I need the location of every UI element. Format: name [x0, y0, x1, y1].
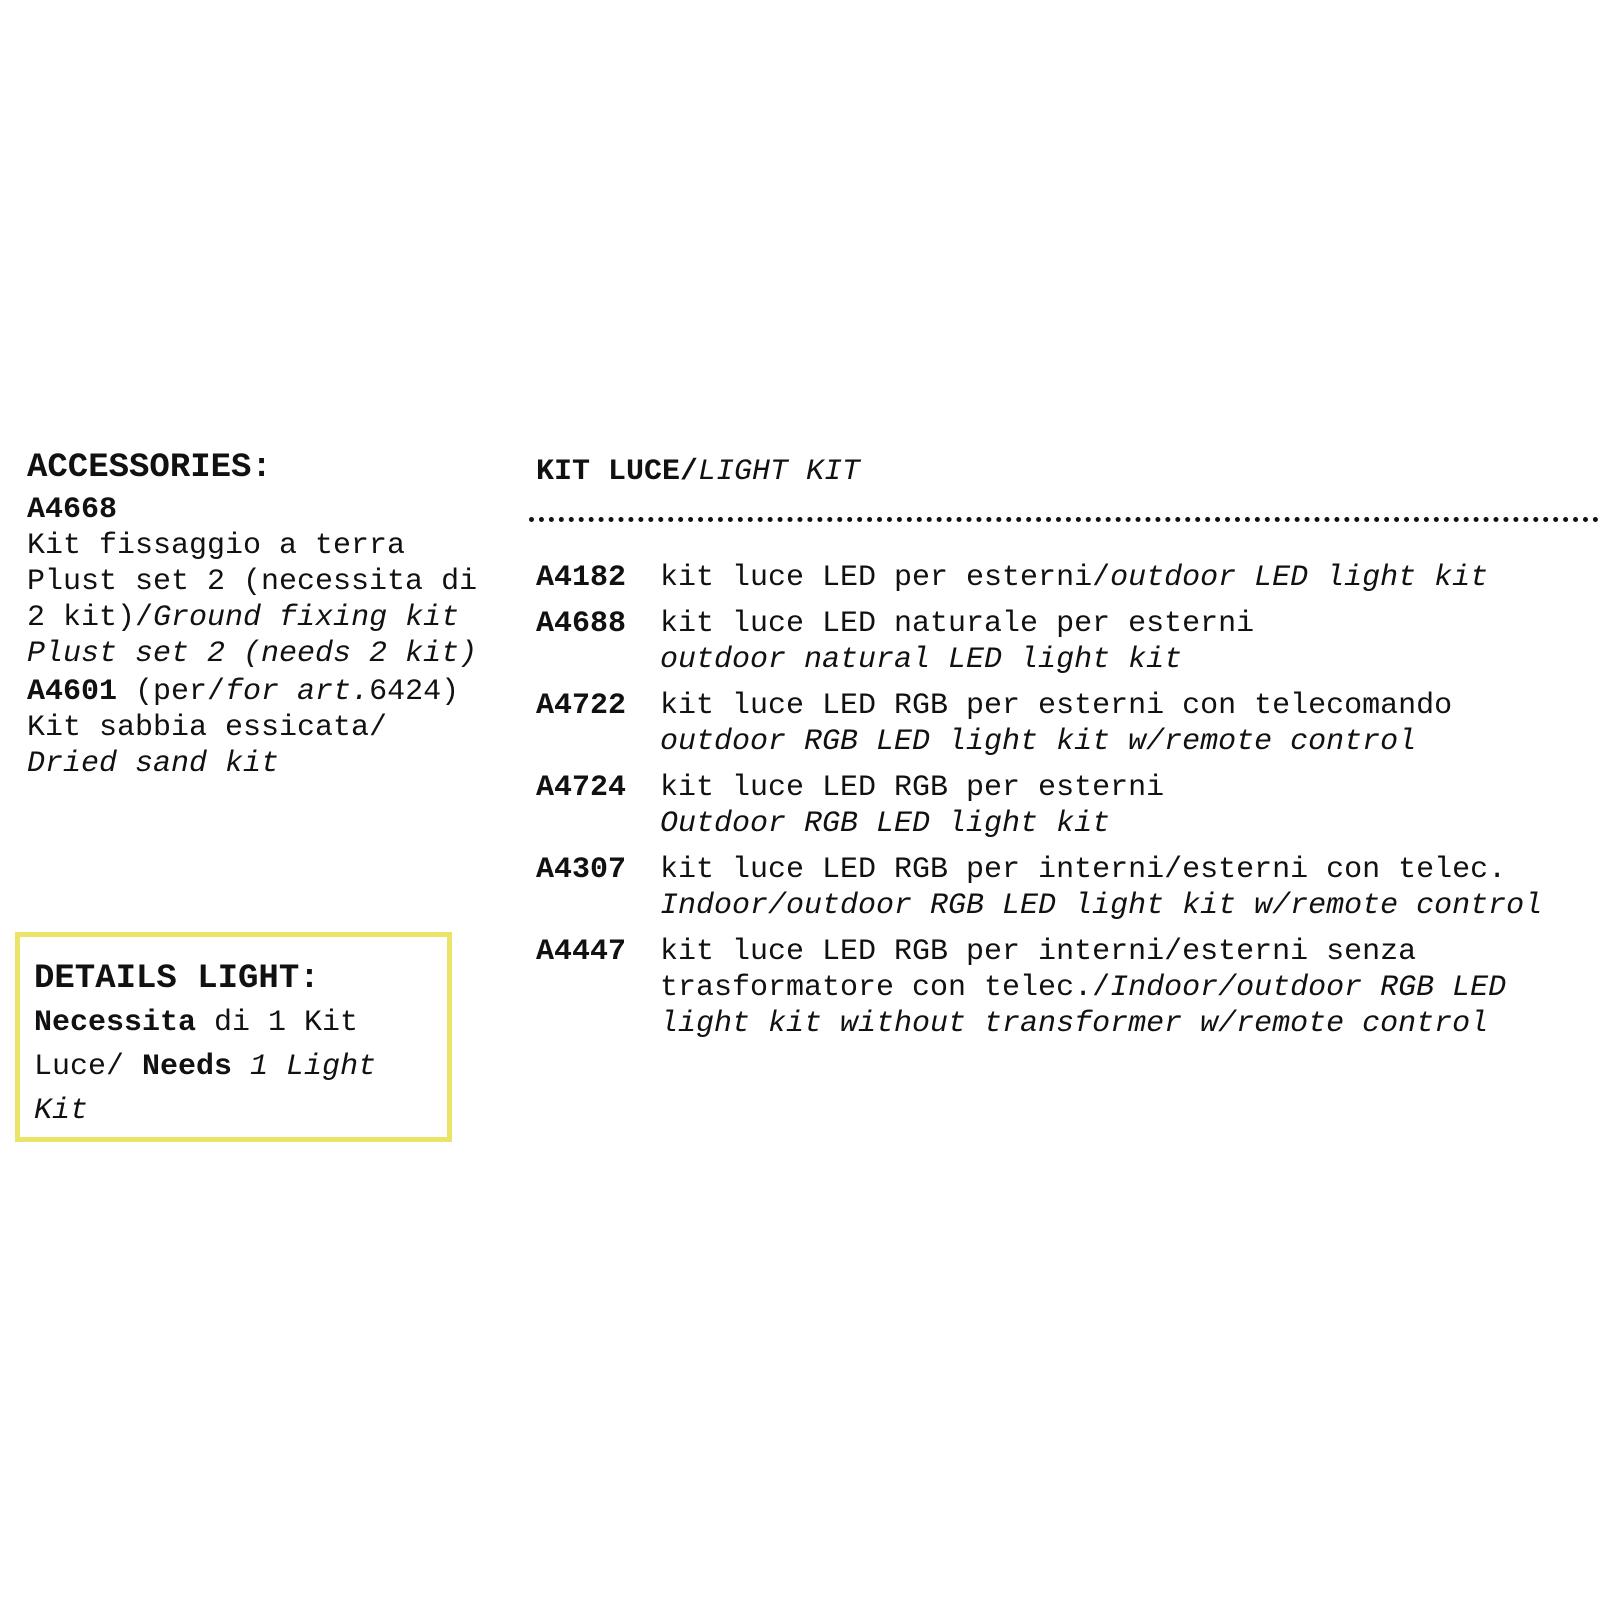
light-kit-code: A4182	[536, 561, 627, 595]
details-needs: Needs	[142, 1050, 233, 1084]
light-kit-code: A4724	[536, 771, 627, 805]
accessory-description-it: Kit sabbia essicata/	[27, 711, 388, 745]
accessory-code: A4668	[27, 493, 118, 527]
accessory-item	[27, 492, 507, 672]
light-kit-row	[536, 770, 1596, 842]
light-kit-description	[660, 606, 1596, 678]
light-kit-section	[536, 452, 1596, 1041]
light-kit-row	[536, 852, 1596, 924]
accessory-description	[27, 710, 507, 782]
accessory-description-en: Ground fixing kit Plust set 2 (needs 2 kit)	[27, 601, 478, 671]
light-kit-code: A4722	[536, 689, 627, 723]
light-kit-header-it: KIT LUCE/	[536, 455, 699, 489]
light-kit-description-en: Indoor/outdoor RGB LED light kit w/remote control	[660, 889, 1543, 923]
accessory-code-note-tail: 6424)	[369, 675, 460, 709]
light-kit-row	[536, 606, 1596, 678]
light-kit-description-en: outdoor LED light kit	[1110, 561, 1489, 595]
light-kit-list	[536, 560, 1596, 1052]
light-kit-description	[660, 560, 1596, 596]
accessory-code: A4601	[27, 675, 118, 709]
accessory-description-en: Dried sand kit	[27, 747, 280, 781]
light-kit-description	[660, 934, 1596, 1042]
light-kit-description-en: outdoor RGB LED light kit w/remote control	[660, 725, 1417, 759]
light-kit-code: A4447	[536, 935, 627, 969]
light-kit-description-en: Indoor/outdoor RGB LED light kit without transformer w/remote control	[660, 971, 1507, 1041]
accessory-code-note: (per/	[117, 675, 226, 709]
light-kit-row	[536, 560, 1596, 596]
light-kit-description	[660, 770, 1596, 842]
accessory-description	[27, 528, 507, 672]
details-necessita: Necessita	[34, 1006, 197, 1040]
light-kit-code: A4688	[536, 607, 627, 641]
light-kit-description	[660, 688, 1596, 760]
light-kit-description	[660, 852, 1596, 924]
accessory-code-note-en: for art.	[225, 675, 370, 709]
details-light-text	[34, 1001, 433, 1133]
light-kit-description-en: outdoor natural LED light kit	[660, 643, 1183, 677]
details-light-kit: 1 Light Kit	[34, 1050, 377, 1128]
accessory-code-line	[27, 674, 507, 710]
light-kit-header-en: LIGHT KIT	[698, 455, 861, 489]
accessory-item	[27, 674, 507, 782]
light-kit-header	[536, 452, 1596, 492]
light-kit-description-it: kit luce LED RGB per interni/esterni senza trasformatore con telec./	[660, 935, 1417, 1005]
light-kit-description-it: kit luce LED naturale per esterni	[660, 607, 1255, 641]
light-kit-row	[536, 934, 1596, 1042]
accessory-description-it: Kit fissaggio a terra Plust set 2 (necessita di 2 kit)/	[27, 529, 496, 635]
light-kit-description-it: kit luce LED RGB per interni/esterni con telec.	[660, 853, 1507, 887]
details-light-box	[15, 932, 452, 1142]
light-kit-description-en: Outdoor RGB LED light kit	[660, 807, 1111, 841]
light-kit-description-it: kit luce LED per esterni/	[660, 561, 1111, 595]
details-light-title: DETAILS LIGHT:	[34, 960, 320, 998]
dotted-divider	[529, 517, 1599, 522]
accessories-title: ACCESSORIES:	[27, 449, 272, 487]
light-kit-description-it: kit luce LED RGB per esterni con telecomando	[660, 689, 1453, 723]
light-kit-row	[536, 688, 1596, 760]
accessories-section	[27, 448, 507, 784]
light-kit-code: A4307	[536, 853, 627, 887]
details-kit-luce: di 1 Kit Luce/	[34, 1006, 359, 1084]
light-kit-description-it: kit luce LED RGB per esterni	[660, 771, 1165, 805]
